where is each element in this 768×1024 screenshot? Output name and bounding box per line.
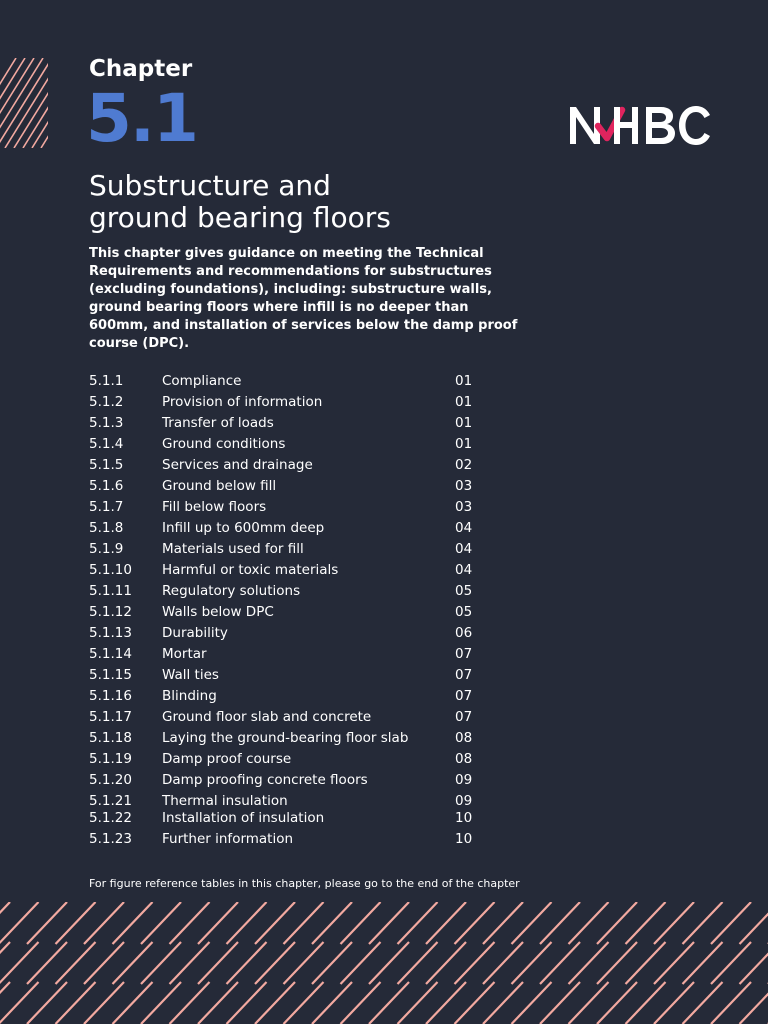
toc-section-number: 5.1.4 <box>89 436 124 452</box>
toc-row[interactable] <box>89 602 489 623</box>
toc-page-number: 05 <box>455 604 473 620</box>
toc-section-title: Installation of insulation <box>162 810 325 826</box>
toc-page-number: 09 <box>455 772 473 788</box>
toc-section-number: 5.1.19 <box>89 751 132 767</box>
toc-page-number: 05 <box>455 583 473 599</box>
toc-page-number: 01 <box>455 436 473 452</box>
toc-section-number: 5.1.12 <box>89 604 132 620</box>
toc-section-number: 5.1.21 <box>89 793 132 809</box>
toc-section-number: 5.1.20 <box>89 772 132 788</box>
toc-page-number: 08 <box>455 730 473 746</box>
toc-row[interactable] <box>89 455 489 476</box>
toc-row[interactable] <box>89 707 489 728</box>
toc-row[interactable] <box>89 581 489 602</box>
toc-row[interactable] <box>89 644 489 665</box>
toc-section-title: Further information <box>162 831 294 847</box>
toc-section-title: Wall ties <box>162 667 219 683</box>
intro-paragraph: This chapter gives guidance on meeting the Technical Requirements and recommendations for substructures (excluding foundations), including: substructure walls, ground bearing floors where infill is no deeper than 600mm, and installation of services below the damp proof course (DPC). <box>89 246 518 351</box>
toc-section-number: 5.1.15 <box>89 667 132 683</box>
toc-page-number: 04 <box>455 520 473 536</box>
toc-section-title: Durability <box>162 625 228 641</box>
toc-page-number: 07 <box>455 646 473 662</box>
toc-section-number: 5.1.7 <box>89 499 124 515</box>
toc-section-number: 5.1.14 <box>89 646 132 662</box>
nhbc-logo <box>568 104 714 146</box>
toc-row[interactable] <box>89 392 489 413</box>
toc-section-title: Thermal insulation <box>162 793 288 809</box>
toc-section-number: 5.1.17 <box>89 709 132 725</box>
toc-section-number: 5.1.6 <box>89 478 124 494</box>
toc-row[interactable] <box>89 413 489 434</box>
toc-section-number: 5.1.8 <box>89 520 124 536</box>
toc-row[interactable] <box>89 434 489 455</box>
toc-section-title: Materials used for fill <box>162 541 304 557</box>
toc-section-title: Walls below DPC <box>162 604 274 620</box>
toc-row[interactable] <box>89 770 489 791</box>
toc-page-number: 07 <box>455 709 473 725</box>
toc-page-number: 01 <box>455 394 473 410</box>
toc-section-number: 5.1.18 <box>89 730 132 746</box>
decorative-stripes-top <box>0 58 48 148</box>
toc-section-number: 5.1.23 <box>89 831 132 847</box>
toc-section-title: Harmful or toxic materials <box>162 562 339 578</box>
toc-section-title: Transfer of loads <box>162 415 274 431</box>
toc-row[interactable] <box>89 749 489 770</box>
chapter-title-line-1: Substructure and <box>89 169 331 202</box>
toc-section-title: Ground floor slab and concrete <box>162 709 372 725</box>
toc-section-number: 5.1.11 <box>89 583 132 599</box>
table-of-contents <box>89 371 489 850</box>
toc-page-number: 10 <box>455 810 473 826</box>
chapter-title <box>89 170 689 234</box>
toc-section-number: 5.1.10 <box>89 562 132 578</box>
toc-page-number: 08 <box>455 751 473 767</box>
toc-section-title: Blinding <box>162 688 217 704</box>
toc-row[interactable] <box>89 728 489 749</box>
toc-section-number: 5.1.22 <box>89 810 132 826</box>
toc-page-number: 09 <box>455 793 473 809</box>
toc-section-title: Compliance <box>162 373 242 389</box>
chapter-label: Chapter <box>89 56 193 82</box>
toc-section-title: Damp proofing concrete floors <box>162 772 368 788</box>
toc-page-number: 10 <box>455 831 473 847</box>
toc-section-title: Ground conditions <box>162 436 286 452</box>
toc-section-title: Laying the ground-bearing floor slab <box>162 730 409 746</box>
toc-section-number: 5.1.5 <box>89 457 124 473</box>
toc-row[interactable] <box>89 829 489 850</box>
toc-page-number: 01 <box>455 373 473 389</box>
toc-page-number: 06 <box>455 625 473 641</box>
toc-row[interactable] <box>89 791 489 808</box>
toc-section-title: Damp proof course <box>162 751 292 767</box>
toc-row[interactable] <box>89 686 489 707</box>
toc-section-title: Infill up to 600mm deep <box>162 520 325 536</box>
chapter-title-line-2: ground bearing floors <box>89 201 391 234</box>
toc-row[interactable] <box>89 497 489 518</box>
toc-page-number: 07 <box>455 667 473 683</box>
chapter-number: 5.1 <box>86 80 197 157</box>
toc-row[interactable] <box>89 665 489 686</box>
toc-section-number: 5.1.13 <box>89 625 132 641</box>
toc-page-number: 04 <box>455 562 473 578</box>
toc-row[interactable] <box>89 539 489 560</box>
toc-row[interactable] <box>89 476 489 497</box>
toc-section-number: 5.1.9 <box>89 541 124 557</box>
toc-page-number: 03 <box>455 478 473 494</box>
toc-section-number: 5.1.1 <box>89 373 124 389</box>
decorative-stripes-bottom <box>0 902 768 1024</box>
toc-row[interactable] <box>89 808 489 829</box>
toc-section-number: 5.1.3 <box>89 415 124 431</box>
toc-page-number: 07 <box>455 688 473 704</box>
toc-page-number: 02 <box>455 457 473 473</box>
toc-section-title: Fill below floors <box>162 499 267 515</box>
toc-section-title: Mortar <box>162 646 207 662</box>
toc-section-title: Regulatory solutions <box>162 583 301 599</box>
toc-section-title: Services and drainage <box>162 457 313 473</box>
toc-section-title: Ground below fill <box>162 478 277 494</box>
toc-row[interactable] <box>89 518 489 539</box>
toc-row[interactable] <box>89 560 489 581</box>
toc-section-number: 5.1.2 <box>89 394 124 410</box>
toc-section-number: 5.1.16 <box>89 688 132 704</box>
toc-section-title: Provision of information <box>162 394 323 410</box>
figure-reference-note: For figure reference tables in this chapter, please go to the end of the chapter <box>89 877 520 890</box>
toc-page-number: 01 <box>455 415 473 431</box>
toc-row[interactable] <box>89 371 489 392</box>
toc-page-number: 04 <box>455 541 473 557</box>
toc-row[interactable] <box>89 623 489 644</box>
toc-page-number: 03 <box>455 499 473 515</box>
